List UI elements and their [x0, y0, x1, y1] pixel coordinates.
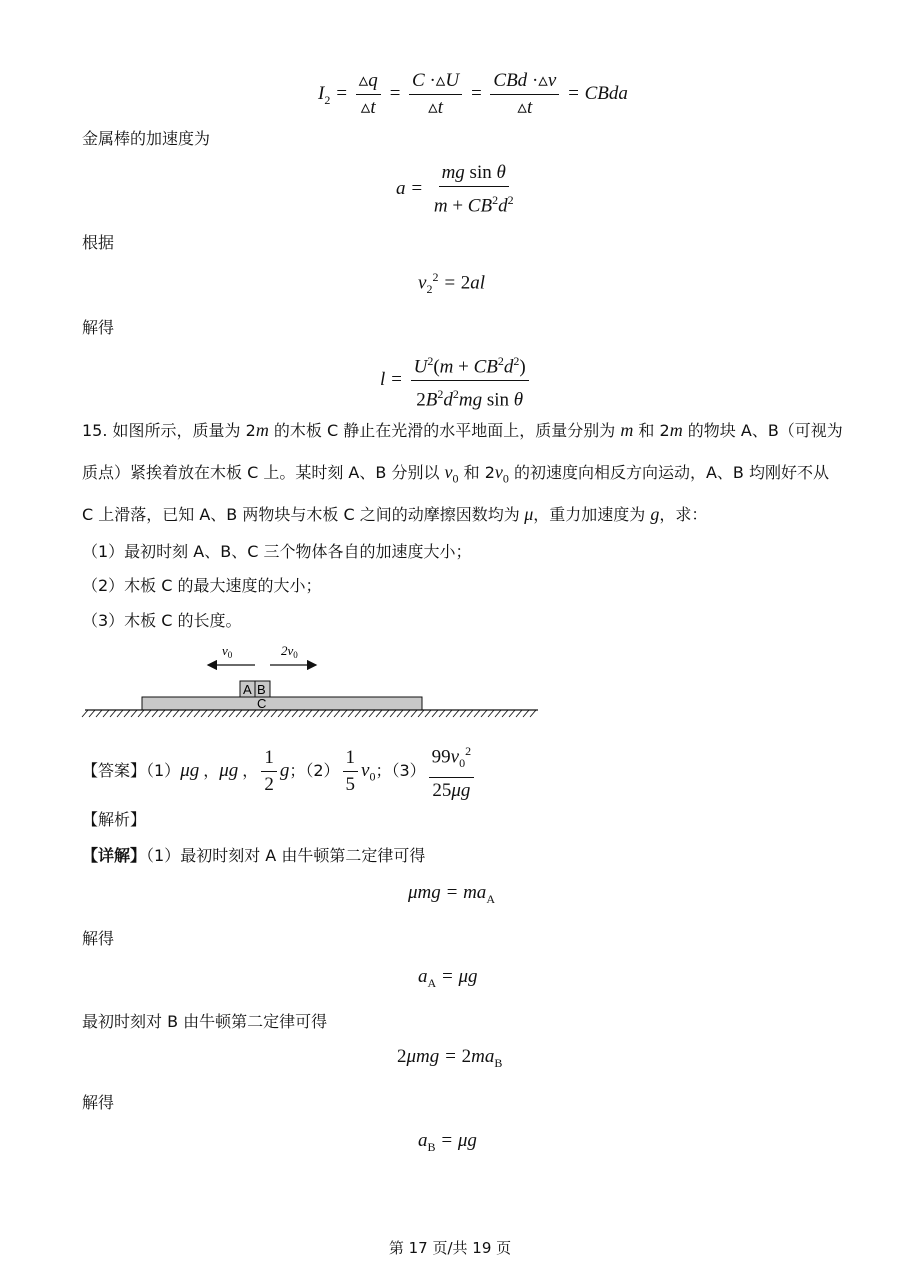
- ground-hatch: [362, 710, 368, 717]
- equation-current: $I_2$ = $\frac{▵q}{▵t}$ = $\frac{C \cdot▵U}{▵t}$ = $\frac{\text{CBd ·▵v}}{▵t}$ = CBda: [318, 70, 628, 118]
- ground-hatch: [509, 710, 515, 717]
- ground-hatch: [369, 710, 375, 717]
- ground-hatch: [488, 710, 494, 717]
- equation-accel-a: $a_A = \mu g$: [418, 966, 478, 990]
- ground-hatch: [243, 710, 249, 717]
- ground-hatch: [96, 710, 102, 717]
- ground-hatch: [411, 710, 417, 717]
- sub-question-2: （2）木板 C 的最大速度的大小；: [82, 576, 322, 595]
- question-15-line-3: C 上滑落，已知 A、B 两物块与木板 C 之间的动摩擦因数均为 μ，重力加速度为 g，求：: [82, 504, 708, 524]
- text-accel-intro: 金属棒的加速度为: [82, 129, 211, 148]
- equation-newton-a: $\mu mg = ma_A$: [408, 882, 495, 906]
- ground-hatch: [460, 710, 466, 717]
- ground-hatch: [446, 710, 452, 717]
- ground-hatch: [271, 710, 277, 717]
- svg-text:A: A: [243, 682, 252, 697]
- ground-hatch: [124, 710, 130, 717]
- text-b-intro: 最初时刻对 B 由牛顿第二定律可得: [82, 1012, 328, 1031]
- ground-hatch: [201, 710, 207, 717]
- question-15-line-1: 15. 如图所示，质量为 2m 的木板 C 静止在光滑的水平地面上，质量分别为 m 和 2m 的物块 A、B（可视为: [82, 420, 843, 440]
- sub-question-1: （1）最初时刻 A、B、C 三个物体各自的加速度大小；: [82, 542, 472, 561]
- svg-text:C: C: [257, 696, 267, 711]
- ground-hatch: [327, 710, 333, 717]
- equation-newton-b: $2\mu mg = 2ma_B$: [397, 1046, 503, 1070]
- ground-hatch: [194, 710, 200, 717]
- question-15-line-2: 质点）紧挨着放在木板 C 上。某时刻 A、B 分别以 $v_0$ 和 $2v_0$ 的初速度向相反方向运动，A、B 均刚好不从: [82, 462, 829, 486]
- text-according: 根据: [82, 233, 115, 252]
- ground-hatch: [425, 710, 431, 717]
- ground-hatch: [285, 710, 291, 717]
- answer-line: 【答案】（1） μg ， μg ， $\frac{1}{2}$ g ；（2） $\frac{1}{5}$ $v_0$ ；（3） $\frac{99v_0^2}{25\mu g}$: [82, 748, 477, 794]
- ground-hatch: [159, 710, 165, 717]
- ground-hatch: [131, 710, 137, 717]
- ground-hatch: [334, 710, 340, 717]
- ground-hatch: [348, 710, 354, 717]
- ground-hatch: [432, 710, 438, 717]
- ground-hatch: [495, 710, 501, 717]
- ground-hatch: [278, 710, 284, 717]
- ground-hatch: [264, 710, 270, 717]
- ground-hatch: [299, 710, 305, 717]
- ground-hatch: [215, 710, 221, 717]
- text-solve-3: 解得: [82, 1093, 115, 1112]
- ground-hatch: [236, 710, 242, 717]
- ground-hatch: [229, 710, 235, 717]
- equation-acceleration: a = $\frac{\text{mg sin θ}}{m + CB^2d^2}$: [396, 162, 514, 217]
- equation-kinematics: $v_2^2 = 2al$: [418, 270, 486, 297]
- ground-hatch: [481, 710, 487, 717]
- ground-hatch: [89, 710, 95, 717]
- ground-hatch: [257, 710, 263, 717]
- ground-hatch: [320, 710, 326, 717]
- physics-figure: [80, 640, 550, 722]
- ground-hatch: [306, 710, 312, 717]
- ground-hatch: [376, 710, 382, 717]
- ground-hatch: [474, 710, 480, 717]
- ground-hatch: [208, 710, 214, 717]
- label-2v0: $2v_0$: [281, 643, 298, 660]
- sub-question-3: （3）木板 C 的长度。: [82, 611, 242, 630]
- ground-hatch: [166, 710, 172, 717]
- ground-hatch: [292, 710, 298, 717]
- ground-hatch: [397, 710, 403, 717]
- ground-hatch: [82, 710, 88, 717]
- ground-hatch: [341, 710, 347, 717]
- ground-hatch: [453, 710, 459, 717]
- equation-accel-b: $a_B = \mu g$: [418, 1130, 477, 1154]
- ground-hatch: [439, 710, 445, 717]
- svg-text:B: B: [257, 682, 266, 697]
- ground-hatch: [383, 710, 389, 717]
- ground-hatch: [117, 710, 123, 717]
- ground-hatch: [418, 710, 424, 717]
- equation-length: l = $\frac{U^2(m + CB^2d^2)}{2B^2d^2mg \sin \theta}$: [380, 350, 532, 412]
- detail-line: 【详解】（1）最初时刻对 A 由牛顿第二定律可得: [82, 846, 426, 865]
- ground-hatch: [180, 710, 186, 717]
- board-c: [142, 697, 422, 710]
- ground-hatch: [145, 710, 151, 717]
- ground-hatch: [313, 710, 319, 717]
- text-solve-2: 解得: [82, 929, 115, 948]
- ground-hatch: [404, 710, 410, 717]
- ground-hatch: [110, 710, 116, 717]
- ground-hatch: [355, 710, 361, 717]
- ground-hatch: [390, 710, 396, 717]
- label-v0: $v_0$: [222, 643, 233, 660]
- ground-hatch: [516, 710, 522, 717]
- ground-hatch: [250, 710, 256, 717]
- page-footer: 第 17 页/共 19 页: [388, 1239, 512, 1257]
- ground-hatch: [502, 710, 508, 717]
- ground-hatch: [222, 710, 228, 717]
- ground-hatch: [530, 710, 536, 717]
- ground-hatch: [138, 710, 144, 717]
- ground-hatch: [187, 710, 193, 717]
- text-solve-1: 解得: [82, 318, 115, 337]
- ground-hatch: [103, 710, 109, 717]
- ground-hatch: [173, 710, 179, 717]
- ground-hatch: [467, 710, 473, 717]
- ground-hatch: [152, 710, 158, 717]
- analysis-label: 【解析】: [82, 810, 147, 829]
- ground-hatch: [523, 710, 529, 717]
